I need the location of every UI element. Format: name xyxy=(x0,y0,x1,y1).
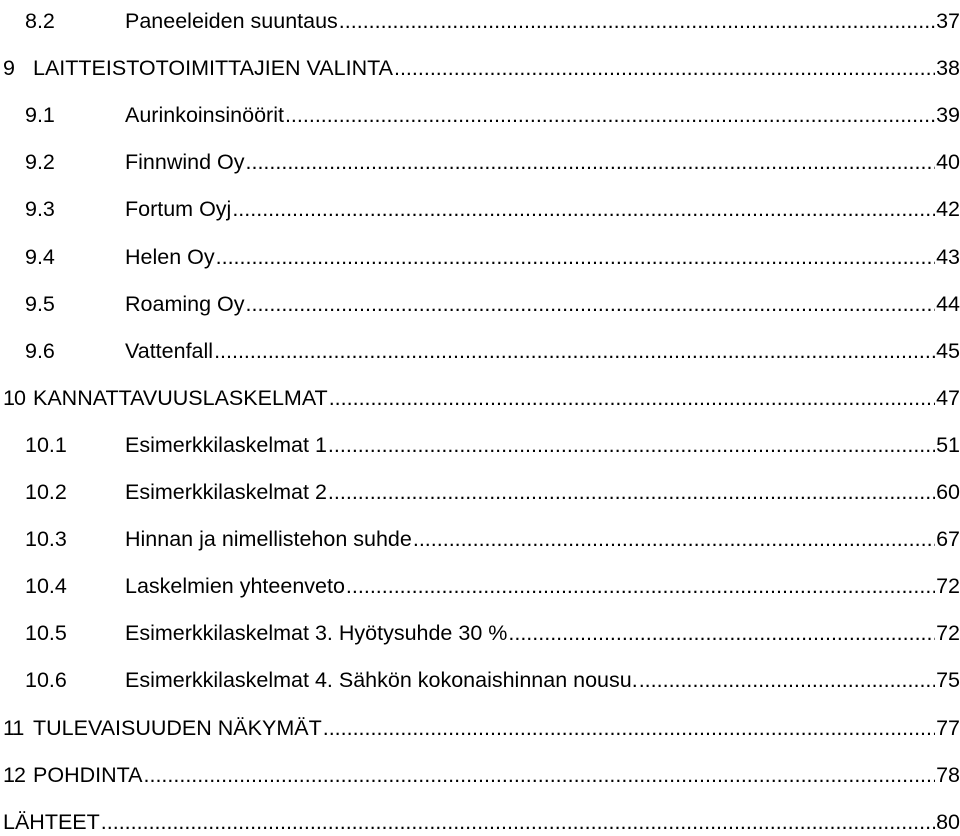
toc-entry[interactable] xyxy=(0,35,960,82)
toc-entry-title: TULEVAISUUDEN NÄKYMÄT xyxy=(33,715,322,740)
toc-entry[interactable] xyxy=(0,506,960,553)
toc-entry-title: Finnwind Oy xyxy=(125,150,245,175)
toc-dot-leader xyxy=(246,290,936,318)
toc-entry-page: 67 xyxy=(935,525,960,553)
toc-entry-title: Paneeleiden suuntaus xyxy=(125,9,338,34)
toc-entry-page: 45 xyxy=(935,337,960,365)
toc-entry[interactable] xyxy=(0,553,960,600)
toc-entry-number: 10 xyxy=(3,385,25,410)
toc-entry-page: 39 xyxy=(935,101,960,129)
toc-dot-leader xyxy=(328,478,935,506)
toc-entry[interactable] xyxy=(0,176,960,223)
toc-dot-leader xyxy=(508,619,935,647)
toc-dot-leader xyxy=(216,243,935,271)
toc-entry-page: 38 xyxy=(935,54,960,82)
toc-dot-leader xyxy=(394,54,935,82)
toc-dot-leader xyxy=(413,525,935,553)
toc-entry-number: 10.5 xyxy=(25,621,67,646)
toc-entry[interactable] xyxy=(0,789,960,836)
toc-entry-title: Esimerkkilaskelmat 2 xyxy=(125,480,327,505)
toc-entry-title: KANNATTAVUUSLASKELMAT xyxy=(33,385,328,410)
toc-entry[interactable] xyxy=(0,0,960,35)
toc-entry-page: 51 xyxy=(935,431,960,459)
toc-entry-number: 10.3 xyxy=(25,527,67,552)
toc-entry-number: 10.2 xyxy=(25,480,67,505)
toc-entry[interactable] xyxy=(0,647,960,694)
toc-entry-page: 37 xyxy=(935,7,960,35)
toc-entry[interactable] xyxy=(0,223,960,270)
toc-dot-leader xyxy=(285,101,935,129)
toc-dot-leader xyxy=(323,714,935,742)
toc-entry-page: 44 xyxy=(935,290,960,318)
toc-entry-page: 43 xyxy=(935,243,960,271)
toc-entry[interactable] xyxy=(0,694,960,741)
toc-entry-title: Esimerkkilaskelmat 3. Hyötysuhde 30 % xyxy=(125,621,508,646)
toc-dot-leader xyxy=(232,195,935,223)
toc-entry-page: 78 xyxy=(935,761,960,789)
toc-entry-number: 11 xyxy=(3,715,24,740)
toc-entry[interactable] xyxy=(0,271,960,318)
toc-entry-number: 10.1 xyxy=(25,432,67,457)
toc-entry-page: 42 xyxy=(935,195,960,223)
toc-entry-number: 9.4 xyxy=(25,244,55,269)
toc-entry-page: 60 xyxy=(935,478,960,506)
toc-entry[interactable] xyxy=(0,600,960,647)
toc-dot-leader xyxy=(329,384,935,412)
toc-entry-number: 9.3 xyxy=(25,197,55,222)
toc-entry-title: Vattenfall xyxy=(125,338,214,363)
toc-entry-number: 9.2 xyxy=(25,150,55,175)
toc-entry-page: 72 xyxy=(935,572,960,600)
toc-entry-title: POHDINTA xyxy=(33,762,143,787)
toc-entry-title: Fortum Oyj xyxy=(125,197,232,222)
toc-entry-title: Esimerkkilaskelmat 4. Sähkön kokonaishinnan nousu. xyxy=(125,668,638,693)
toc-entry-number: 10.4 xyxy=(25,574,67,599)
toc-entry-number: 9.5 xyxy=(25,291,55,316)
toc-entry-number: 10.6 xyxy=(25,668,67,693)
toc-dot-leader xyxy=(214,337,935,365)
toc-entry[interactable] xyxy=(0,82,960,129)
toc-entry-title: LÄHTEET xyxy=(0,808,101,836)
toc-dot-leader xyxy=(144,761,936,789)
toc-entry-page: 40 xyxy=(935,148,960,176)
toc-dot-leader xyxy=(346,572,935,600)
toc-entry[interactable] xyxy=(0,365,960,412)
toc-entry[interactable] xyxy=(0,742,960,789)
toc-entry-number: 9 xyxy=(3,56,15,81)
toc-entry[interactable] xyxy=(0,129,960,176)
toc-dot-leader xyxy=(339,7,935,35)
toc-entry-page: 47 xyxy=(935,384,960,412)
toc-entry-title: Hinnan ja nimellistehon suhde xyxy=(125,527,412,552)
toc-entry-title: Helen Oy xyxy=(125,244,215,269)
toc-entry-page: 75 xyxy=(935,666,960,694)
toc-entry-title: LAITTEISTOTOIMITTAJIEN VALINTA xyxy=(33,56,393,81)
toc-entry-title: Roaming Oy xyxy=(125,291,245,316)
toc-entry-number: 9.1 xyxy=(25,103,55,128)
toc-entry-page: 80 xyxy=(935,808,960,836)
toc-dot-leader xyxy=(246,148,936,176)
toc-dot-leader xyxy=(328,431,935,459)
toc-entry-page: 72 xyxy=(935,619,960,647)
toc-entry-page: 77 xyxy=(935,714,960,742)
toc-entry-number: 8.2 xyxy=(25,9,55,34)
toc-entry-number: 12 xyxy=(3,762,25,787)
toc-dot-leader xyxy=(101,808,935,836)
toc-entry[interactable] xyxy=(0,412,960,459)
toc-entry[interactable] xyxy=(0,318,960,365)
toc-entry-title: Esimerkkilaskelmat 1 xyxy=(125,432,327,457)
toc-entry-number: 9.6 xyxy=(25,338,55,363)
toc-entry-title: Laskelmien yhteenveto xyxy=(125,574,345,599)
toc-entry-title: Aurinkoinsinöörit xyxy=(125,103,284,128)
toc-dot-leader xyxy=(639,666,935,694)
toc-entry[interactable] xyxy=(0,459,960,506)
